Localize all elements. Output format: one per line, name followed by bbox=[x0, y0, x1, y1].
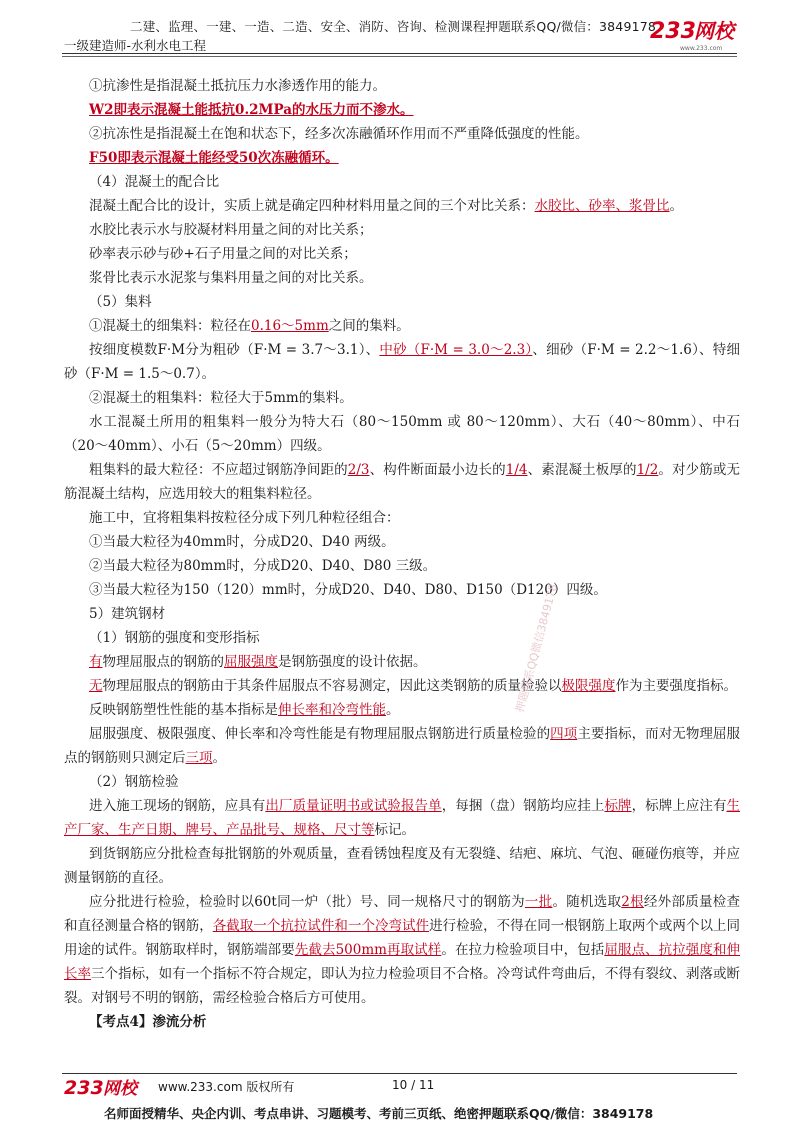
page-content bbox=[64, 74, 740, 1034]
header-ad: 二建、监理、一建、一造、二造、安全、消防、咨询、检测课程押题联系QQ/微信：3849178 bbox=[130, 19, 657, 34]
footer-logo bbox=[62, 1073, 148, 1099]
svg-text:网校: 网校 bbox=[103, 1079, 137, 1099]
highlight-line: W2即表示混凝土能抵抗0.2MPa的水压力而不渗水。 bbox=[89, 102, 414, 118]
text-line: ③当最大粒径为150（120）mm时，分成D20、D40、D80、D150（D120）四级。 bbox=[89, 582, 607, 598]
text-line: ①当最大粒径为40mm时，分成D20、D40 两级。 bbox=[89, 534, 395, 550]
header-subtitle: 一级建造师-水利水电工程 bbox=[64, 38, 207, 53]
footer-rule bbox=[62, 1073, 737, 1074]
text-line: 浆骨比表示水泥浆与集料用量之间的对比关系。 bbox=[89, 270, 373, 286]
text-line: 有物理屈服点的钢筋的屈服强度是钢筋强度的设计依据。 bbox=[89, 654, 427, 670]
text-line: 反映钢筋塑性性能的基本指标是伸长率和冷弯性能。 bbox=[89, 702, 400, 718]
page-number: 10 / 11 bbox=[392, 1078, 435, 1092]
text-line: ②混凝土的粗集料：粒径大于5mm的集料。 bbox=[89, 390, 353, 406]
footer-site: www.233.com 版权所有 bbox=[158, 1080, 295, 1094]
paragraph: 应分批进行检验，检验时以60t同一炉（批）号、同一规格尺寸的钢筋为一批。随机选取2根经外部质量检查和直径测量合格的钢筋，各截取一个抗拉试件和一个冷弯试件进行检验，不得在同一根钢筋上取两个或两个以上同用途的试件。钢筋取样时，钢筋端部要先截去500mm再取试样。在拉力检验项目中，包括屈服点、抗拉强度和伸长率三个指标，如有一个指标不符合规定，即认为拉力检验项目不合格。冷弯试件弯曲后，不得有裂纹、剥落或断裂。对钢号不明的钢筋，需经检验合格后方可使用。 bbox=[64, 894, 741, 1006]
paragraph: 屈服强度、极限强度、伸长率和冷弯性能是有物理屈服点钢筋进行质量检验的四项主要指标，而对无物理屈服点的钢筋则只测定后三项。 bbox=[64, 726, 741, 766]
svg-text:网校: 网校 bbox=[694, 19, 734, 43]
section-heading: 5）建筑钢材 bbox=[89, 606, 166, 622]
svg-text:233: 233 bbox=[64, 1077, 104, 1099]
text-line: ①抗渗性是指混凝土抵抗压力水渗透作用的能力。 bbox=[89, 78, 386, 94]
paragraph: 粗集料的最大粒径：不应超过钢筋净间距的2/3、构件断面最小边长的1/4、素混凝土板厚的1/2。对少筋或无筋混凝土结构，应选用较大的粗集料粒径。 bbox=[64, 462, 741, 502]
section-heading: （1）钢筋的强度和变形指标 bbox=[89, 630, 260, 646]
text-line: 施工中，宜将粗集料按粒径分成下列几种粒径组合： bbox=[89, 510, 400, 526]
logo-url: www.233.com bbox=[680, 45, 723, 52]
text-line: 砂率表示砂与砂+石子用量之间的对比关系； bbox=[89, 246, 357, 262]
highlight-line: F50即表示混凝土能经受50次冻融循环。 bbox=[89, 150, 339, 166]
text-line: 水胶比表示水与胶凝材料用量之间的对比关系； bbox=[89, 222, 373, 238]
brand-logo bbox=[646, 12, 744, 46]
header-rule-thin bbox=[62, 56, 737, 57]
section-heading: （4）混凝土的配合比 bbox=[89, 174, 220, 190]
paragraph: 到货钢筋应分批检查每批钢筋的外观质量，查看锈蚀程度及有无裂缝、结疤、麻坑、气泡、砸碰伤痕等，并应测量钢筋的直径。 bbox=[64, 846, 740, 886]
section-heading: （2）钢筋检验 bbox=[89, 774, 179, 790]
paragraph: 水工混凝土所用的粗集料一般分为特大石（80～150mm 或 80～120mm）、大石（40～80mm）、中石（20～40mm）、小石（5～20mm）四级。 bbox=[64, 414, 740, 454]
text-line: ②当最大粒径为80mm时，分成D20、D40、D80 三级。 bbox=[89, 558, 437, 574]
section-heading: 【考点4】渗流分析 bbox=[89, 1014, 207, 1030]
text-line: ①混凝土的细集料：粒径在0.16～5mm之间的集料。 bbox=[89, 318, 410, 334]
watermark: 押题联系QQ微信3849178 bbox=[513, 582, 561, 714]
paragraph: 进入施工现场的钢筋，应具有出厂质量证明书或试验报告单，每捆（盘）钢筋均应挂上标牌，标牌上应注有生产厂家、生产日期、牌号、产品批号、规格、尺寸等标记。 bbox=[64, 798, 741, 838]
paragraph: 按细度模数F·M分为粗砂（F·M = 3.7～3.1）、中砂（F·M = 3.0～2.3）、细砂（F·M = 2.2～1.6）、特细砂（F·M = 1.5～0.7）。 bbox=[64, 342, 740, 382]
svg-text:233: 233 bbox=[650, 19, 696, 44]
header-rule bbox=[62, 53, 737, 54]
paragraph: 无物理屈服点的钢筋由于其条件屈服点不容易测定，因此这类钢筋的质量检验以极限强度作为主要强度指标。 bbox=[89, 678, 737, 694]
footer-ad: 名师面授精华、央企内训、考点串讲、习题模考、考前三页纸、绝密押题联系QQ/微信：3849178 bbox=[104, 1106, 654, 1121]
paragraph: 混凝土配合比的设计，实质上就是确定四种材料用量之间的三个对比关系：水胶比、砂率、浆骨比。 bbox=[89, 198, 683, 214]
text-line: ②抗冻性是指混凝土在饱和状态下，经多次冻融循环作用而不严重降低强度的性能。 bbox=[89, 126, 589, 142]
section-heading: （5）集料 bbox=[89, 294, 152, 310]
